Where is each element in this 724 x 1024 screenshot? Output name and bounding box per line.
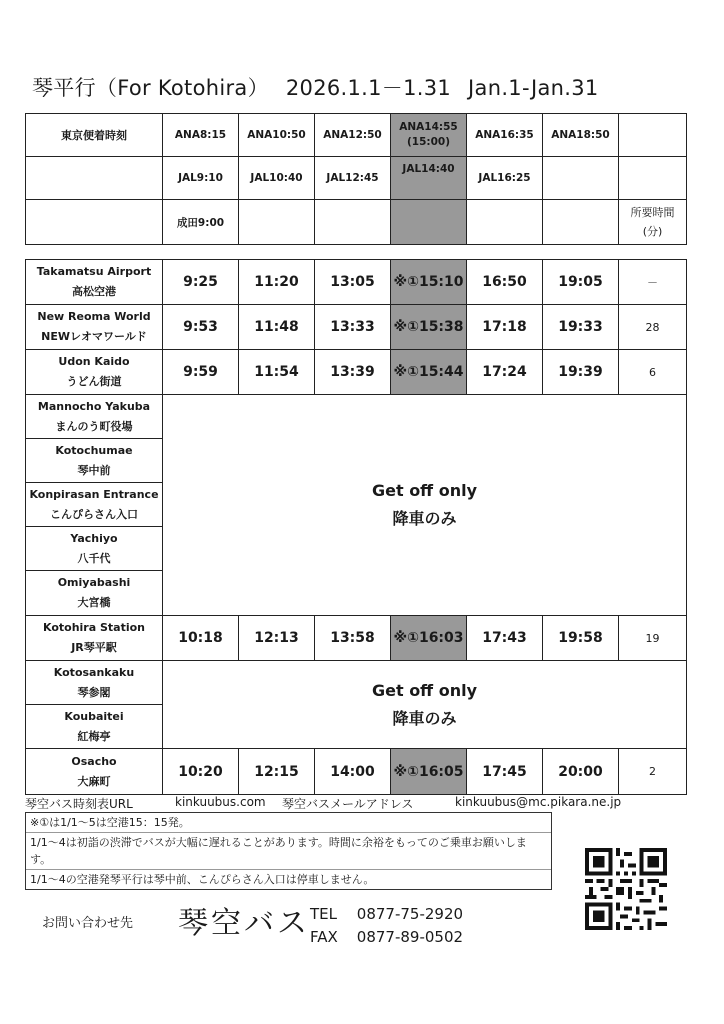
- departure-time: ※①15:38: [391, 305, 467, 350]
- table-row: [26, 749, 687, 795]
- departure-time: 13:58: [315, 616, 391, 661]
- empty-cell: [26, 200, 163, 245]
- travel-minutes: 2: [619, 749, 687, 795]
- departure-time: 17:43: [467, 616, 543, 661]
- empty-cell: [619, 114, 687, 157]
- get-off-only-jp: 降車のみ: [392, 509, 457, 528]
- stop-name: Konpirasan Entrance こんぴらさん入口: [26, 483, 163, 527]
- departure-time: 17:45: [467, 749, 543, 795]
- title-dates: 2026.1.1－1.31: [285, 76, 452, 100]
- stop-name: Kotochumae 琴中前: [26, 439, 163, 483]
- stop-name: Kotohira Station JR琴平駅: [26, 616, 163, 661]
- departure-time: ※①15:44: [391, 350, 467, 395]
- stop-name: Takamatsu Airport 高松空港: [26, 260, 163, 305]
- tokyo-arrival-label: 東京便着時刻: [26, 114, 163, 157]
- travel-minutes: 6: [619, 350, 687, 395]
- stop-name: Udon Kaido うどん街道: [26, 350, 163, 395]
- url-label: 琴空バス時刻表URL: [25, 797, 133, 811]
- departure-time: 19:33: [543, 305, 619, 350]
- ana-flight-5: ANA16:35: [467, 114, 543, 157]
- tel-line: [310, 905, 463, 923]
- departure-time: ※①16:05: [391, 749, 467, 795]
- departure-time: 13:05: [315, 260, 391, 305]
- narita-flight: 成田9:00: [163, 200, 239, 245]
- get-off-only-jp: 降車のみ: [392, 708, 457, 728]
- tel-number[interactable]: 0877-75-2920: [356, 905, 464, 923]
- ana-flight-3: ANA12:50: [315, 114, 391, 157]
- notes-box: [25, 812, 552, 890]
- fax-number: 0877-89-0502: [356, 928, 464, 946]
- fax-label: FAX: [310, 928, 338, 946]
- timetable-url[interactable]: kinkuubus.com: [175, 795, 266, 809]
- departure-time: 11:20: [239, 260, 315, 305]
- departure-time: 19:05: [543, 260, 619, 305]
- note-item: 1/1～4は初詣の渋滞でバスが大幅に遅れることがあります。時間に余裕をもってのご乗車お願いします。: [26, 833, 551, 870]
- departure-time: 14:00: [315, 749, 391, 795]
- stop-name: Koubaitei 紅梅亭: [26, 705, 163, 749]
- company-name: 琴空バス: [178, 906, 310, 941]
- ana-flight-4: ANA14:55 (15:00): [391, 114, 467, 157]
- table-row: [26, 350, 687, 395]
- empty-cell: [543, 200, 619, 245]
- jal-flight-1: JAL9:10: [163, 157, 239, 200]
- get-off-only-en: Get off only: [371, 680, 478, 700]
- qr-code-icon: [585, 848, 667, 930]
- departure-time: 10:18: [163, 616, 239, 661]
- departure-time: ※①15:10: [391, 260, 467, 305]
- empty-cell: [391, 200, 467, 245]
- ana-flight-2: ANA10:50: [239, 114, 315, 157]
- stop-name: Osacho 大麻町: [26, 749, 163, 795]
- departure-time: 19:58: [543, 616, 619, 661]
- jal-flight-5: JAL16:25: [467, 157, 543, 200]
- title-dates-en: Jan.1-Jan.31: [468, 76, 599, 100]
- stop-name: Mannocho Yakuba まんのう町役場: [26, 395, 163, 439]
- tel-label: TEL: [310, 905, 337, 923]
- empty-cell: [26, 157, 163, 200]
- table-row: [26, 305, 687, 350]
- departure-time: 20:00: [543, 749, 619, 795]
- departure-time: 10:20: [163, 749, 239, 795]
- flight-arrival-table: [25, 113, 687, 245]
- departure-time: 17:18: [467, 305, 543, 350]
- departure-time: 13:39: [315, 350, 391, 395]
- empty-cell: [467, 200, 543, 245]
- table-row: [26, 661, 687, 705]
- stop-timetable: [25, 259, 687, 795]
- stop-name: Kotosankaku 琴参閣: [26, 661, 163, 705]
- departure-time: 13:33: [315, 305, 391, 350]
- stop-name: New Reoma World NEWレオマワールド: [26, 305, 163, 350]
- table-row: [26, 395, 687, 439]
- mail-label: 琴空バスメールアドレス: [282, 797, 414, 811]
- get-off-only-en: Get off only: [371, 481, 478, 500]
- departure-time: 11:54: [239, 350, 315, 395]
- departure-time: 16:50: [467, 260, 543, 305]
- departure-time: 9:53: [163, 305, 239, 350]
- empty-cell: [315, 200, 391, 245]
- get-off-only-block: [163, 661, 687, 749]
- fax-line: [310, 928, 463, 946]
- ana-flight-6: ANA18:50: [543, 114, 619, 157]
- departure-time: ※①16:03: [391, 616, 467, 661]
- title-jp: 琴平行（For Kotohira）: [32, 76, 269, 100]
- minutes-header: 所要時間 (分): [619, 200, 687, 245]
- empty-cell: [239, 200, 315, 245]
- table-row: [26, 616, 687, 661]
- contact-label: お問い合わせ先: [42, 916, 134, 931]
- travel-minutes: 28: [619, 305, 687, 350]
- travel-minutes: －: [619, 260, 687, 305]
- stop-name: Omiyabashi 大宮橋: [26, 571, 163, 616]
- ana-flight-1: ANA8:15: [163, 114, 239, 157]
- travel-minutes: 19: [619, 616, 687, 661]
- departure-time: 12:15: [239, 749, 315, 795]
- departure-time: 17:24: [467, 350, 543, 395]
- departure-time: 19:39: [543, 350, 619, 395]
- jal-flight-3: JAL12:45: [315, 157, 391, 200]
- jal-flight-2: JAL10:40: [239, 157, 315, 200]
- jal-flight-4: JAL14:40: [391, 157, 467, 200]
- departure-time: 9:25: [163, 260, 239, 305]
- get-off-only-block: [163, 395, 687, 616]
- departure-time: 12:13: [239, 616, 315, 661]
- note-item: ※①は1/1～5は空港15：15発。: [26, 813, 551, 833]
- empty-cell: [543, 157, 619, 200]
- page-title: [32, 72, 609, 102]
- departure-time: 9:59: [163, 350, 239, 395]
- empty-cell: [619, 157, 687, 200]
- mail-address[interactable]: kinkuubus@mc.pikara.ne.jp: [455, 795, 622, 809]
- departure-time: 11:48: [239, 305, 315, 350]
- stop-name: Yachiyo 八千代: [26, 527, 163, 571]
- note-item: 1/1～4の空港発琴平行は琴中前、こんぴらさん入口は停車しません。: [30, 873, 375, 886]
- table-row: [26, 260, 687, 305]
